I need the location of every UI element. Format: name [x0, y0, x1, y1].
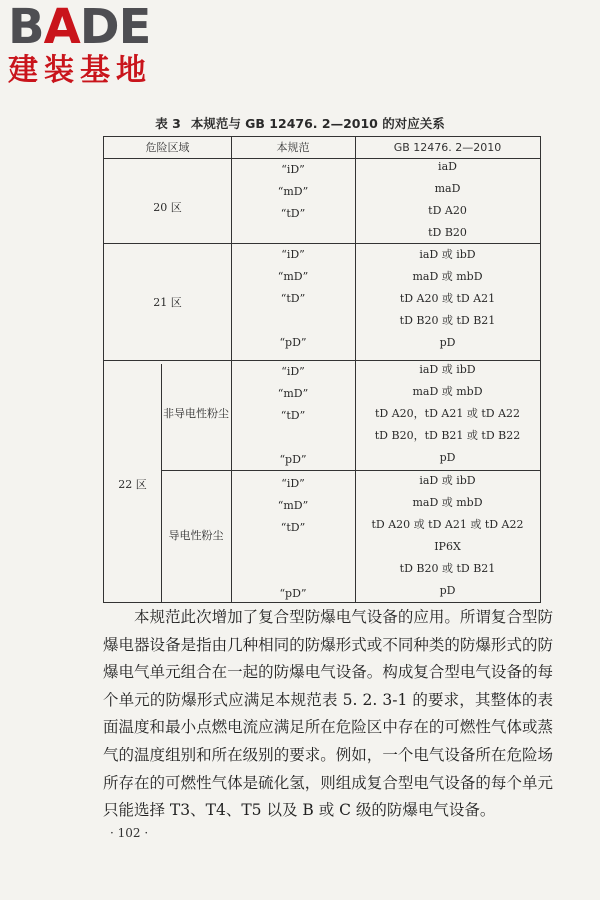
spec-item: “tD”	[280, 521, 306, 534]
conductive-spec-list	[231, 473, 355, 605]
zone-22-label: 22 区	[118, 478, 147, 491]
spec-item: “iD”	[281, 163, 305, 176]
spec-item: “mD”	[277, 499, 309, 512]
logo-wordmark: BADE	[8, 0, 151, 55]
table-number: 表 3	[155, 116, 181, 131]
gb-item: maD 或 mbD	[412, 496, 483, 509]
table-title: 本规范与 GB 12476. 2—2010 的对应关系	[190, 116, 445, 131]
gb-item: tD A20 或 tD A21	[399, 292, 496, 305]
logo	[8, 2, 152, 88]
header-this-spec: 本规范	[276, 141, 310, 154]
spec-item: “tD”	[280, 409, 306, 422]
gb-item: tD B20 或 tD B21	[399, 314, 496, 327]
zone-20-gb-list	[355, 156, 540, 244]
table-caption	[0, 114, 600, 132]
gb-item: tD B20 或 tD B21	[399, 562, 496, 575]
spec-item: “pD”	[279, 453, 307, 466]
spec-item: “iD”	[281, 365, 305, 378]
logo-chinese-name: 建装基地	[8, 53, 152, 88]
header-gb-standard: GB 12476. 2—2010	[393, 141, 502, 154]
body-paragraph	[103, 604, 553, 825]
gb-item: iaD 或 ibD	[419, 363, 476, 376]
conductive-gb-list	[355, 470, 540, 602]
gb-item: tD A20，tD A21 或 tD A22	[374, 407, 521, 420]
gb-item: maD	[434, 182, 461, 195]
non-conductive-spec-list	[231, 361, 355, 471]
zone-20-label: 20 区	[153, 201, 182, 214]
non-conductive-dust-label: 非导电性粉尘	[163, 407, 229, 420]
gb-item: maD 或 mbD	[412, 270, 483, 283]
spec-item: “mD”	[277, 270, 309, 283]
spec-item: “pD”	[279, 336, 307, 349]
spec-item: “mD”	[277, 185, 309, 198]
spec-item: “mD”	[277, 387, 309, 400]
gb-item: tD A20 或 tD A21 或 tD A22	[371, 518, 524, 531]
zone-21-gb-list	[355, 244, 540, 354]
gb-item: tD B20，tD B21 或 tD B22	[374, 429, 521, 442]
spec-item: “tD”	[280, 207, 306, 220]
gb-item: pD	[439, 336, 456, 349]
gb-item: iaD 或 ibD	[419, 248, 476, 261]
spec-item: “pD”	[279, 587, 307, 600]
zone-21-label: 21 区	[153, 296, 182, 309]
page-number: · 102 ·	[110, 826, 149, 840]
gb-item: IP6X	[434, 540, 461, 553]
spec-item: “iD”	[281, 248, 305, 261]
spec-item: “iD”	[281, 477, 305, 490]
gb-item: pD	[439, 584, 456, 597]
gb-item: pD	[439, 451, 456, 464]
conductive-dust-label: 导电性粉尘	[168, 529, 224, 542]
gb-item: maD 或 mbD	[412, 385, 483, 398]
gb-item: iaD 或 ibD	[419, 474, 476, 487]
gb-item: tD B20	[428, 226, 467, 239]
gb-item: tD A20	[428, 204, 467, 217]
non-conductive-gb-list	[355, 359, 540, 469]
correspondence-table	[103, 136, 541, 603]
spec-item: “tD”	[280, 292, 306, 305]
zone-20-spec-list	[231, 159, 355, 225]
paragraph-text: 本规范此次增加了复合型防爆电气设备的应用。所谓复合型防爆电器设备是指由几种相同的防爆形式或不同种类的防爆形式的防爆电气单元组合在一起的防爆电气设备。构成复合型电气设备的每个单元的防爆形式应满足本规范表 5. 2. 3-1 的要求，其整体的表面温度和最小点燃电流应满足所在危险区中存在的可燃性气体或蒸气的温度组别和所在级别的要求。例如，一个电气设备所在危险场所存在的可燃性气体是硫化氢，则组成复合型电气设备的每个单元只能选择 T3、T4、T5 以及 B 或 C 级的防爆电气设备。	[103, 608, 553, 820]
gb-item: iaD	[438, 160, 457, 173]
zone-21-spec-list	[231, 244, 355, 354]
header-hazard-zone: 危险区域	[145, 141, 190, 154]
